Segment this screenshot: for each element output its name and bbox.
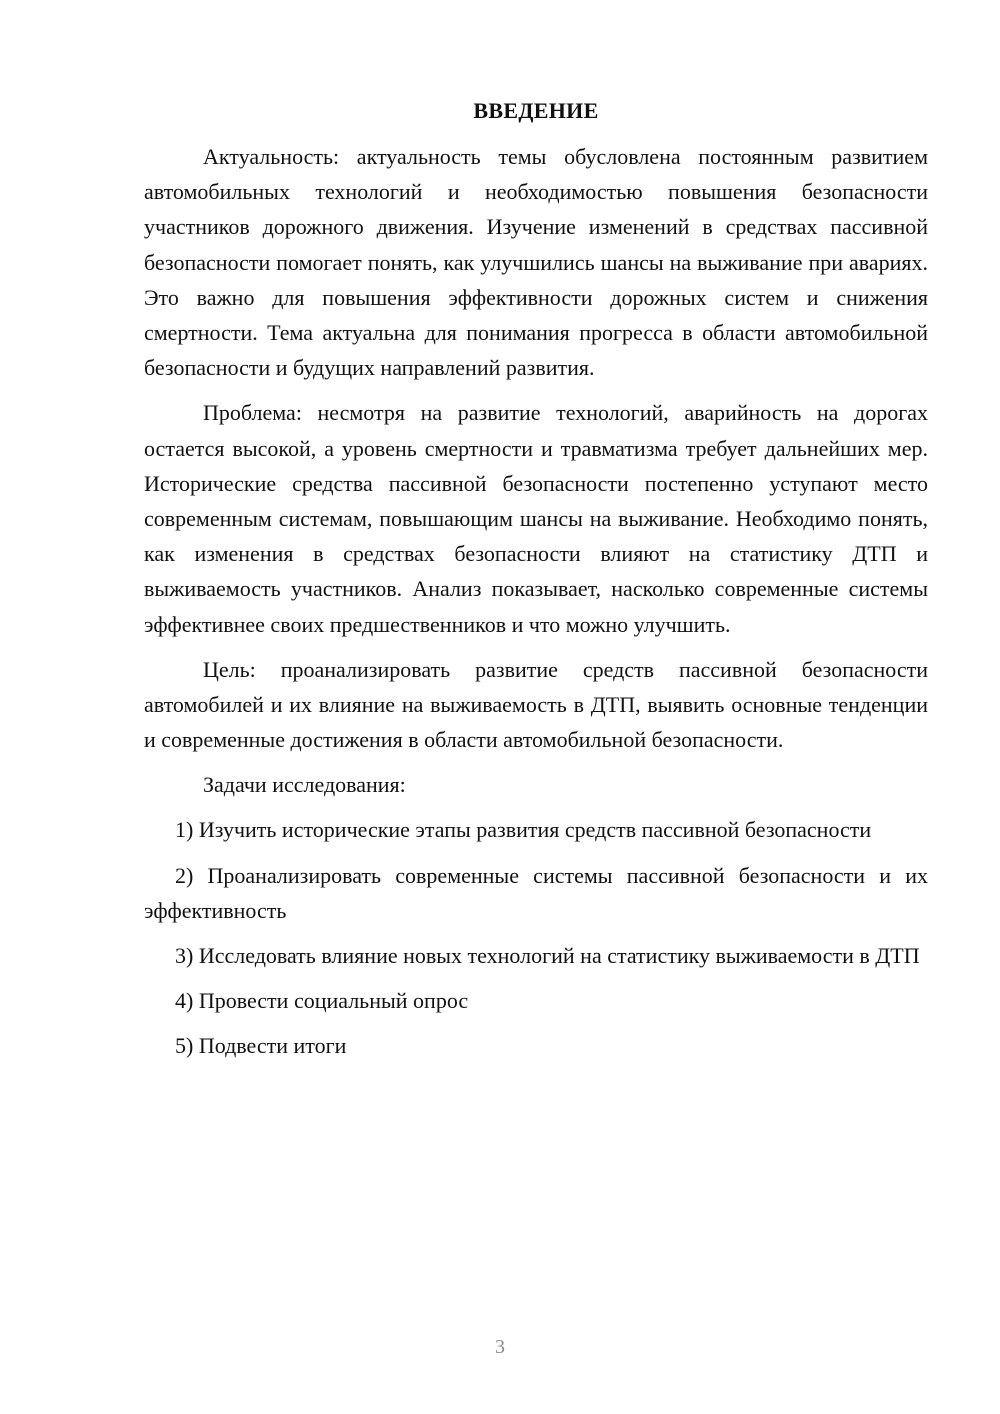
task-item-1: 1) Изучить исторические этапы развития средств пассивной безопасности <box>175 817 872 843</box>
paragraph-problem: Проблема: несмотря на развитие технологий, аварийность на дорогах остается высокой, а уровень смертности и травматизма требует дальнейших мер. Исторические средства пассивной безопасности постепенно уступают место современным системам, повышающим шансы на выживание. Необходимо понять, как изменения в средствах безопасности влияют на статистику ДТП и выживаемость участников. Анализ показывает, насколько современные системы эффективнее своих предшественников и что можно улучшить. <box>144 400 928 637</box>
task-item-4: 4) Провести социальный опрос <box>175 988 469 1014</box>
page-number: 3 <box>495 1336 505 1358</box>
paragraph-goal: Цель: проанализировать развитие средств пассивной безопасности автомобилей и их влияние на выживаемость в ДТП, выявить основные тенденции и современные достижения в области автомобильной безопасности. <box>144 656 928 753</box>
tasks-label: Задачи исследования: <box>203 772 406 798</box>
task-item-2: 2) Проанализировать современные системы пассивной безопасности и их эффективность <box>144 862 928 923</box>
task-item-3: 3) Исследовать влияние новых технологий на статистику выживаемости в ДТП <box>175 943 920 969</box>
page-content <box>144 96 928 1074</box>
section-heading: ВВЕДЕНИЕ <box>473 98 599 123</box>
task-item-5: 5) Подвести итоги <box>175 1033 347 1059</box>
paragraph-relevance: Актуальность: актуальность темы обусловлена постоянным развитием автомобильных технологий и необходимостью повышения безопасности участников дорожного движения. Изучение изменений в средствах пассивной безопасности помогает понять, как улучшились шансы на выживание при авариях. Это важно для повышения эффективности дорожных систем и снижения смертности. Тема актуальна для понимания прогресса в области автомобильной безопасности и будущих направлений развития. <box>144 144 928 381</box>
